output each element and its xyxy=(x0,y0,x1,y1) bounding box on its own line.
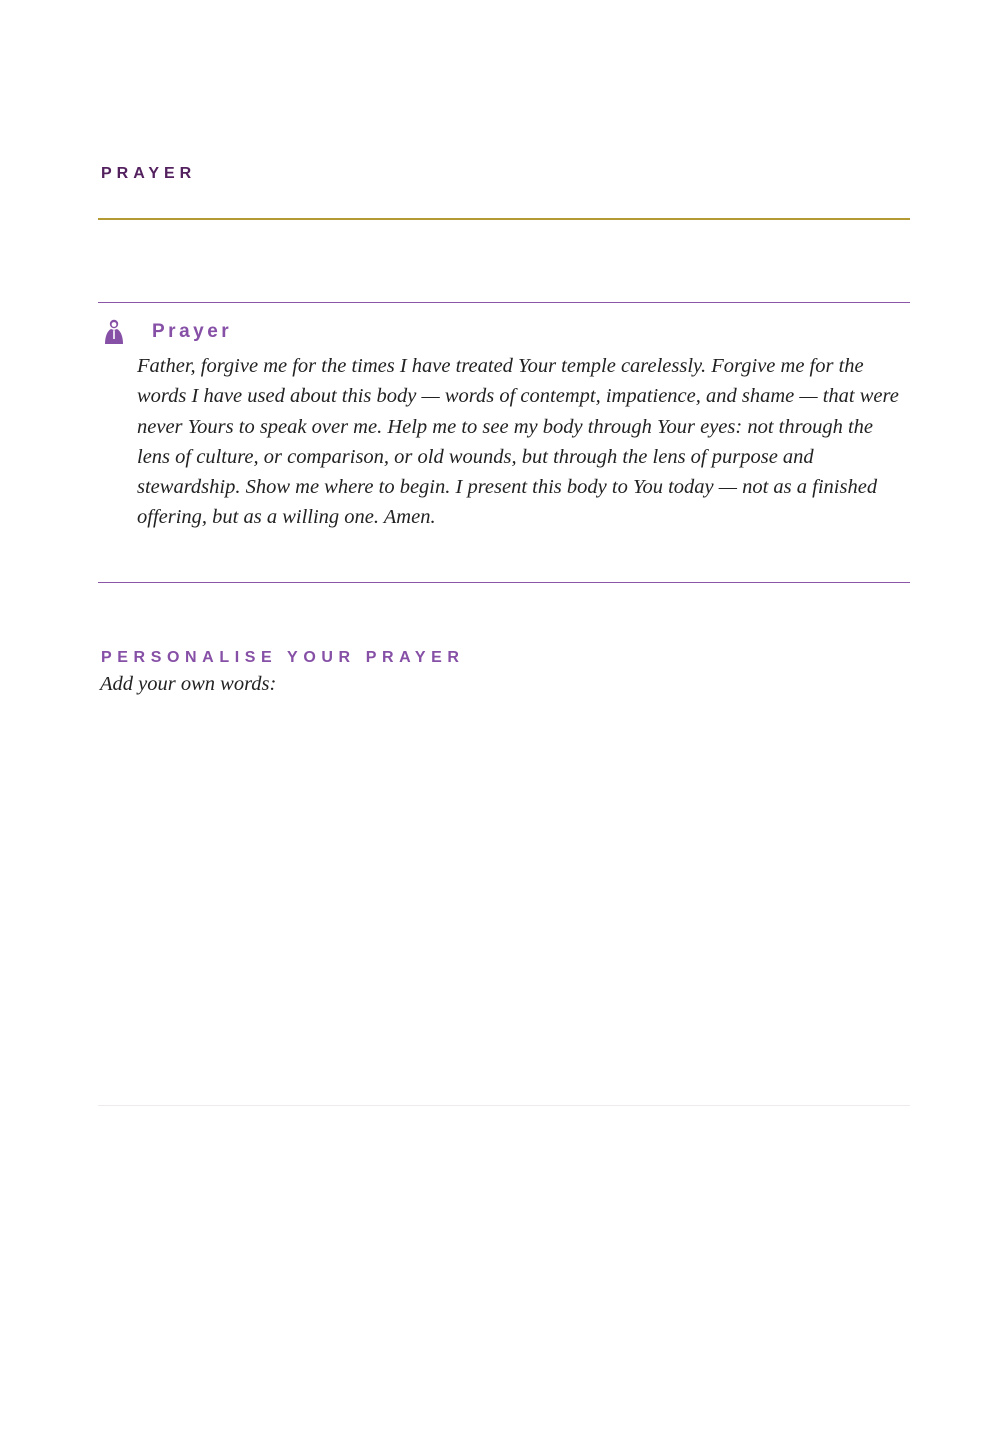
prayer-callout xyxy=(98,302,910,583)
prayer-text: Father, forgive me for the times I have treated Your temple carelessly. Forgive me for the words I have used about this body — words of contempt, impatience, and shame — that were never Yours to speak over me. Help me to see my body through Your eyes: not through the lens of culture, or comparison, or old wounds, but through the lens of purpose and stewardship. Show me where to begin. I present this body to You today — not as a finished offering, but as a willing one. Amen. xyxy=(137,355,899,529)
prayer-header xyxy=(102,319,232,345)
personalise-heading: PERSONALISE YOUR PRAYER xyxy=(101,649,465,666)
section-heading: PRAYER xyxy=(101,165,197,182)
personalise-prompt: Add your own words: xyxy=(100,673,277,695)
prayer-title: Prayer xyxy=(152,321,233,342)
writing-area[interactable] xyxy=(98,706,910,1106)
praying-hands-icon xyxy=(102,319,126,345)
section-divider xyxy=(98,218,910,220)
